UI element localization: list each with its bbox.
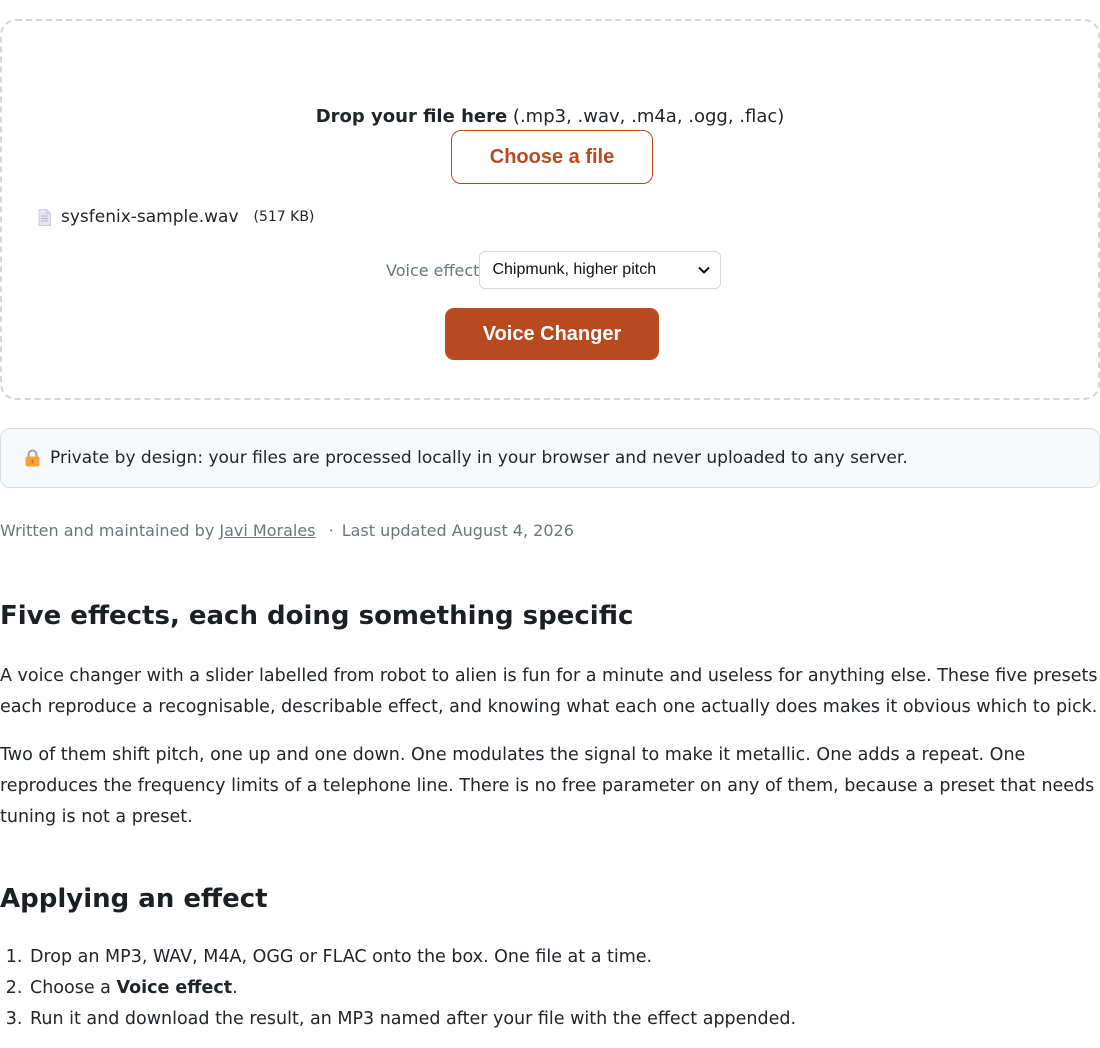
step-1-text: Drop an MP3, WAV, M4A, OGG or FLAC onto the box. One file at a time. <box>30 947 653 967</box>
steps-list <box>0 942 796 1035</box>
drop-formats: (.mp3, .wav, .m4a, .ogg, .flac) <box>512 106 785 127</box>
voice-effect-label: Voice effect <box>386 260 480 280</box>
step-2-bold: Voice effect <box>116 978 233 998</box>
last-updated: Last updated August 4, 2026 <box>341 521 574 540</box>
privacy-text: Private by design: your files are processed locally in your browser and never uploaded to any server. <box>50 448 908 468</box>
effects-paragraph-1: A voice changer with a slider labelled from robot to alien is fun for a minute and useless for anything else. These five presets each reproduce a recognisable, describable effect, and knowing what each one actually does makes it obvious which to pick. <box>0 666 1098 717</box>
voice-effect-select[interactable] <box>479 251 721 289</box>
lock-icon <box>24 449 41 467</box>
file-dropzone[interactable] <box>0 19 1100 400</box>
choose-file-button[interactable]: Choose a file <box>451 130 653 184</box>
byline-separator: · <box>328 521 334 540</box>
section-heading-effects: Five effects, each doing something specific <box>0 601 634 631</box>
file-icon <box>38 209 51 226</box>
effects-paragraph-2: Two of them shift pitch, one up and one down. One modulates the signal to make it metallic. One adds a repeat. One reproduces the frequency limits of a telephone line. There is no free parameter on any of them, because a preset that needs tuning is not a preset. <box>0 745 1095 827</box>
voice-changer-button[interactable]: Voice Changer <box>445 308 659 360</box>
selected-file <box>38 207 314 227</box>
chevron-down-icon <box>698 263 710 277</box>
file-name: sysfenix-sample.wav <box>61 207 239 227</box>
step-item <box>28 942 796 973</box>
drop-instructions <box>2 105 1098 129</box>
step-2-prefix: Choose a <box>30 978 111 998</box>
drop-title: Drop your file here <box>315 106 508 127</box>
step-item <box>28 973 796 1004</box>
author-link[interactable]: Javi Morales <box>219 521 316 540</box>
step-item <box>28 1004 796 1035</box>
step-2-suffix: . <box>232 978 238 998</box>
byline-prefix: Written and maintained by <box>0 521 215 540</box>
voice-effect-row <box>386 251 721 289</box>
byline <box>0 519 574 543</box>
section-heading-applying: Applying an effect <box>0 884 268 914</box>
file-size: (517 KB) <box>253 209 315 225</box>
voice-effect-value: Chipmunk, higher pitch <box>492 261 657 278</box>
step-3-text: Run it and download the result, an MP3 named after your file with the effect appended. <box>30 1009 797 1029</box>
privacy-notice <box>0 428 1100 488</box>
